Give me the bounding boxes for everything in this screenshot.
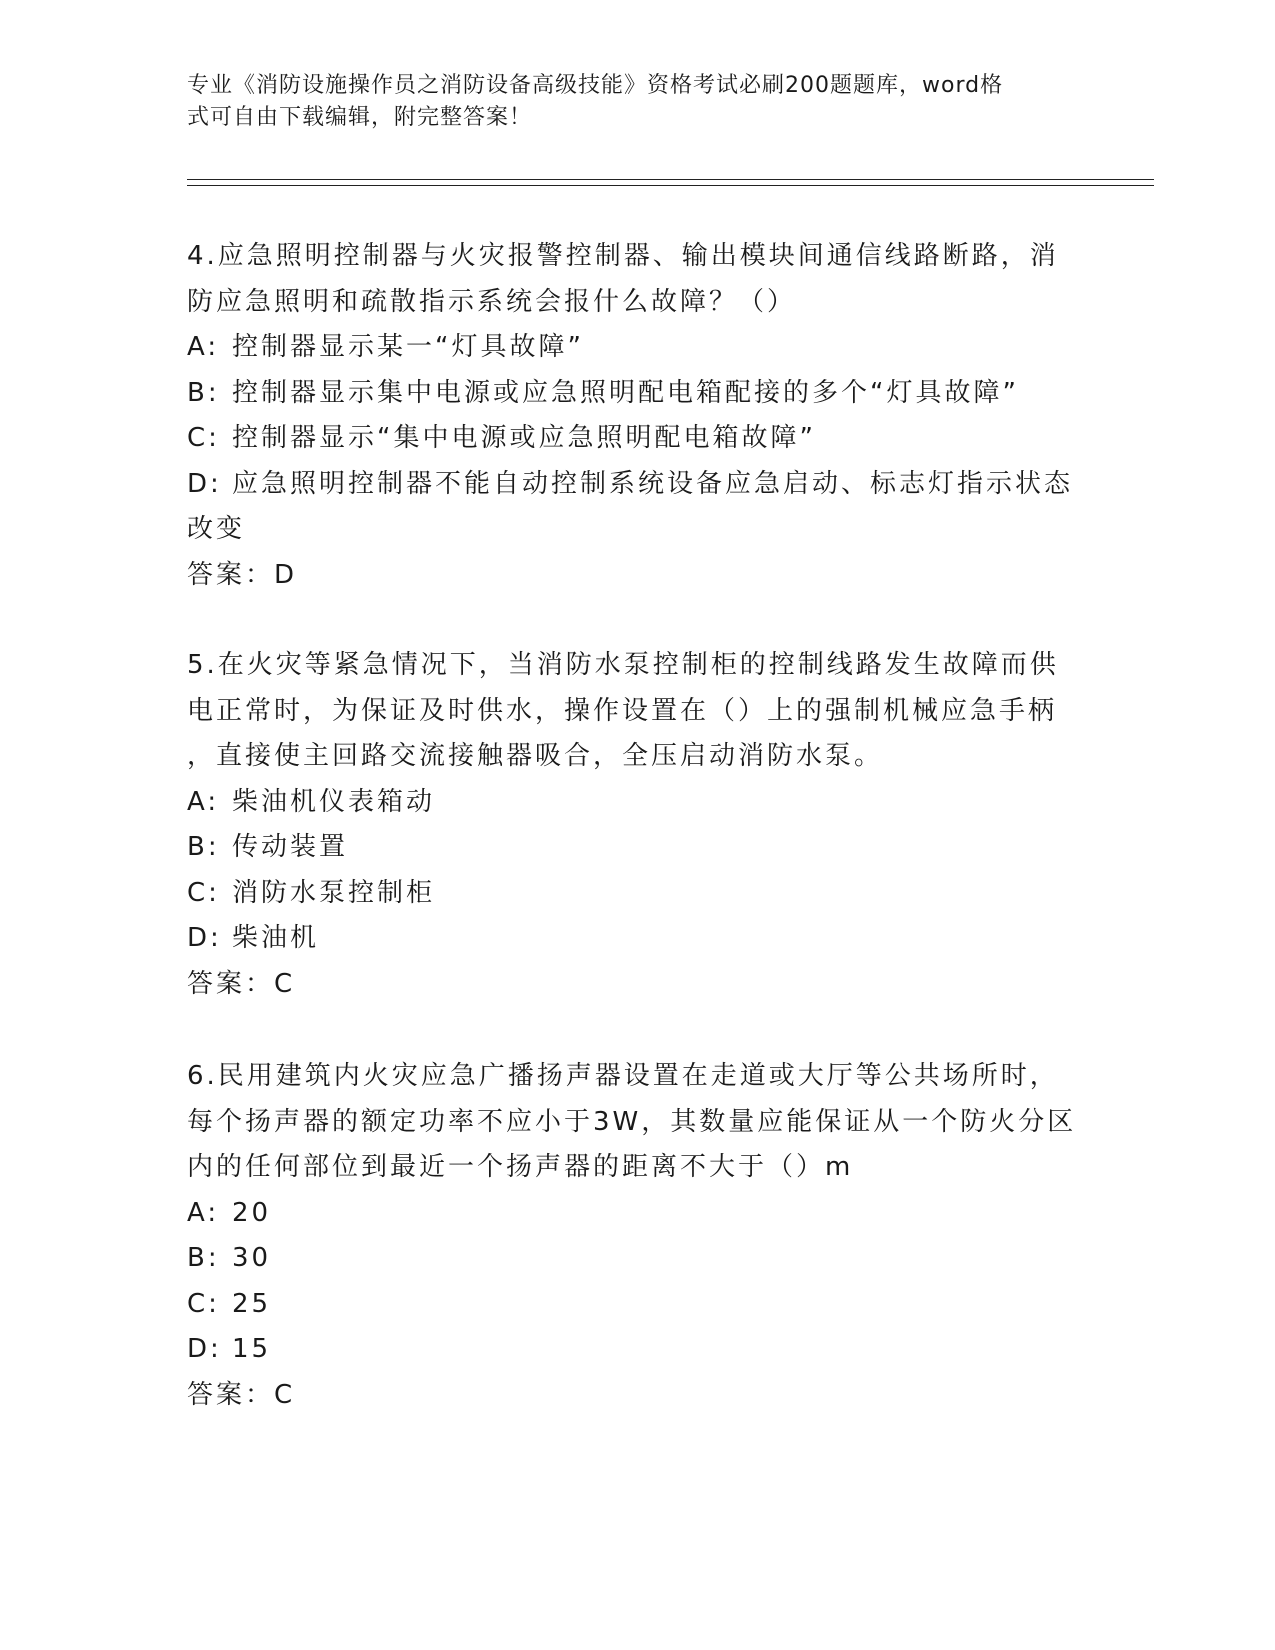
option-text: 20	[232, 1197, 272, 1228]
question-stem-line: 4.应急照明控制器与火灾报警控制器、输出模块间通信线路断路，消	[187, 241, 1059, 271]
option-c	[187, 1282, 1087, 1328]
option-d	[187, 1327, 1087, 1373]
option-text: 25	[232, 1288, 272, 1319]
question-stem-line: 6.民用建筑内火灾应急广播扬声器设置在走道或大厅等公共场所时，	[187, 1061, 1059, 1091]
option-letter: D:	[187, 923, 222, 953]
option-letter: D:	[187, 468, 222, 499]
header-line-2: 式可自由下载编辑，附完整答案！	[187, 105, 533, 130]
option-b	[187, 1236, 1087, 1282]
option-text: 控制器显示某一“灯具故障”	[232, 332, 584, 362]
option-text: 控制器显示集中电源或应急照明配电箱配接的多个“灯具故障”	[232, 377, 1019, 408]
answer-line: 答案：D	[187, 559, 298, 590]
answer-line: 答案：C	[187, 968, 296, 999]
option-d	[187, 462, 1087, 508]
option-letter: B:	[187, 1243, 220, 1273]
option-letter: C:	[187, 877, 220, 908]
option-text: 控制器显示“集中电源或应急照明配电箱故障”	[232, 423, 816, 453]
answer-line: 答案：C	[187, 1379, 296, 1410]
option-d-continuation: 改变	[187, 514, 246, 544]
option-letter: B:	[187, 377, 220, 408]
option-b	[187, 825, 1087, 871]
option-b	[187, 371, 1087, 417]
header-divider-bottom	[187, 185, 1154, 186]
option-letter: C:	[187, 423, 220, 453]
option-a	[187, 325, 1087, 371]
option-text: 应急照明控制器不能自动控制系统设备应急启动、标志灯指示状态	[232, 468, 1074, 499]
option-text: 30	[232, 1243, 272, 1273]
option-letter: A:	[187, 786, 220, 817]
option-text: 柴油机仪表箱动	[232, 786, 436, 817]
option-a	[187, 780, 1087, 826]
header-divider-top	[187, 179, 1154, 180]
option-text: 传动装置	[232, 832, 349, 862]
question-5	[187, 643, 1087, 1007]
question-stem-line: 每个扬声器的额定功率不应小于3W，其数量应能保证从一个防火分区	[187, 1106, 1077, 1137]
question-stem-line: 内的任何部位到最近一个扬声器的距离不大于（）m	[187, 1152, 854, 1182]
option-text: 消防水泵控制柜	[232, 877, 436, 908]
question-4	[187, 234, 1087, 598]
document-header	[187, 70, 1067, 134]
question-stem-line: 电正常时，为保证及时供水，操作设置在（）上的强制机械应急手柄	[187, 695, 1058, 726]
header-line-1: 专业《消防设施操作员之消防设备高级技能》资格考试必刷200题题库，word格	[187, 73, 1004, 98]
option-a	[187, 1191, 1087, 1237]
option-letter: A:	[187, 1197, 220, 1228]
option-letter: C:	[187, 1288, 220, 1319]
option-d	[187, 916, 1087, 962]
question-6	[187, 1054, 1087, 1418]
question-stem-line: ，直接使主回路交流接触器吸合，全压启动消防水泵。	[187, 741, 884, 771]
option-c	[187, 871, 1087, 917]
option-c	[187, 416, 1087, 462]
question-stem-line: 5.在火灾等紧急情况下，当消防水泵控制柜的控制线路发生故障而供	[187, 650, 1059, 680]
option-text: 15	[232, 1334, 272, 1364]
question-stem-line: 防应急照明和疏散指示系统会报什么故障？（）	[187, 286, 797, 317]
option-letter: A:	[187, 332, 220, 362]
option-letter: B:	[187, 832, 220, 862]
option-text: 柴油机	[232, 923, 320, 953]
option-letter: D:	[187, 1334, 222, 1364]
